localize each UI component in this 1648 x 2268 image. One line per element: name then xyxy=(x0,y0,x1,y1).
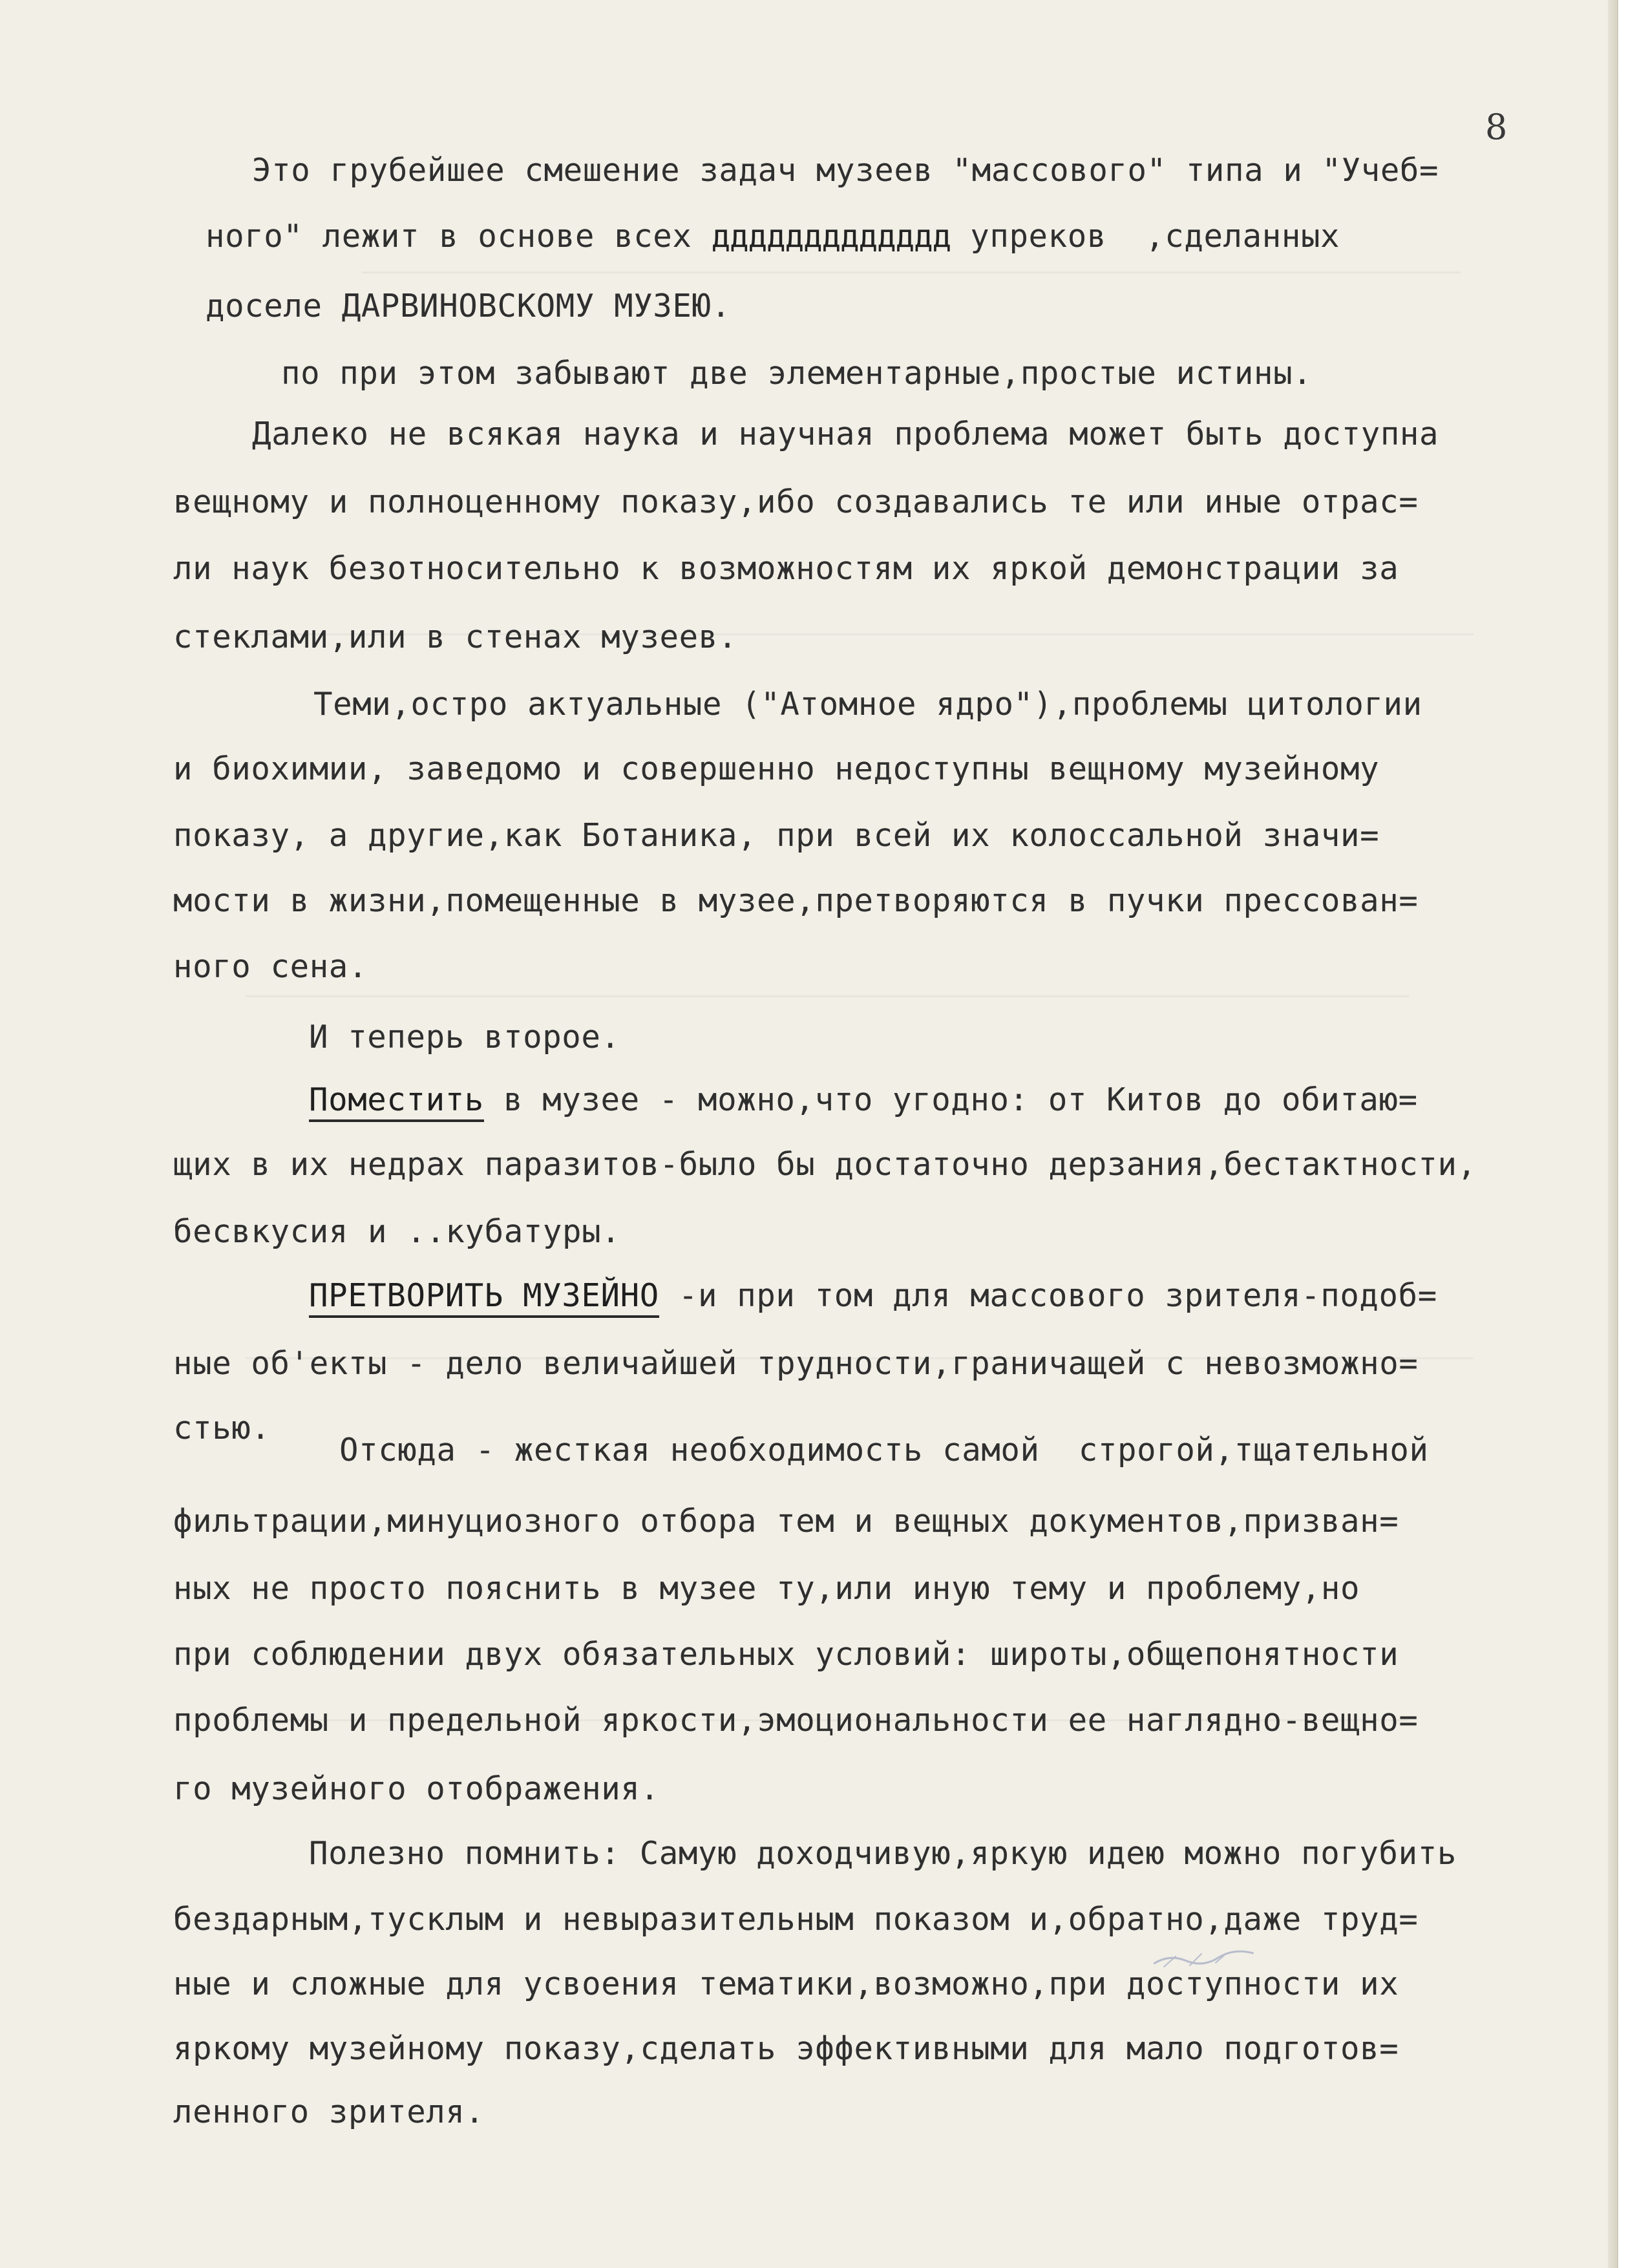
text-line: стеклами,или в стенах музеев. xyxy=(173,619,737,655)
bleed-through-line xyxy=(246,995,1409,1004)
bleed-through-line xyxy=(362,271,1461,280)
text-line: ленного зрителя. xyxy=(173,2093,485,2130)
text-line: бездарным,тусклым и невыразительным показом и,обратно,даже труд= xyxy=(173,1901,1419,1938)
text-line: стью. xyxy=(173,1410,271,1447)
text-segment: в музее - можно,что угодно: от Китов до обитаю= xyxy=(483,1081,1418,1118)
text-line: вещному и полноценному показу,ибо создавались те или иные отрас= xyxy=(173,483,1419,520)
text-line: ные об'екты - дело величайшей трудности,граничащей с невозможно= xyxy=(173,1345,1419,1382)
underlined-text: ПРЕТВОРИТЬ МУЗЕЙНО xyxy=(309,1277,659,1318)
text-line: доселе ДАРВИНОВСКОМУ МУЗЕЮ. xyxy=(206,288,731,324)
overstruck-text: ддддддддддддд xyxy=(711,218,951,255)
text-segment: -и при том для массового зрителя-подоб= xyxy=(659,1277,1437,1314)
text-line: И теперь второе. xyxy=(309,1019,620,1055)
text-line: проблемы и предельной яркости,эмоциональности ее наглядно-вещно= xyxy=(173,1702,1419,1739)
text-line: Полезно помнить: Самую доходчивую,яркую идею можно погубить xyxy=(309,1835,1457,1872)
text-line: щих в их недрах паразитов-было бы достаточно дерзания,бестактности, xyxy=(173,1146,1477,1183)
text-line: по при этом забывают две элементарные,простые истины. xyxy=(281,355,1313,392)
text-line: фильтрации,минуциозного отбора тем и вещных документов,призван= xyxy=(173,1503,1399,1540)
text-line: ных не просто пояснить в музее ту,или иную тему и проблему,но xyxy=(173,1570,1360,1607)
text-line: бесвкусия и ..кубатуры. xyxy=(173,1213,621,1250)
page-edge-shadow xyxy=(1608,0,1617,2268)
text-line: мости в жизни,помещенные в музее,претворяются в пучки прессован= xyxy=(173,882,1419,919)
text-line: и биохимии, заведомо и совершенно недоступны вещному музейному xyxy=(173,750,1380,787)
text-line: Это грубейшее смешение задач музеев "массового" типа и "Учеб= xyxy=(252,152,1439,189)
text-line: показу, а другие,как Ботаника, при всей их колоссальной значи= xyxy=(173,817,1380,854)
text-line: го музейного отображения. xyxy=(173,1770,660,1807)
text-line: Отсюда - жесткая необходимость самой строгой,тщательной xyxy=(339,1432,1429,1468)
text-line xyxy=(206,217,1340,256)
text-line: Теми,остро актуальные ("Атомное ядро"),проблемы цитологии xyxy=(313,686,1422,723)
text-line: Далеко не всякая наука и научная проблема может быть доступна xyxy=(252,416,1439,452)
underlined-text: Поместить xyxy=(309,1081,484,1122)
text-segment: упреков ,сделанных xyxy=(951,218,1340,255)
text-line: ли наук безотносительно к возможностям их яркой демонстрации за xyxy=(173,550,1399,587)
page-number: 8 xyxy=(1485,107,1508,147)
text-line: ные и сложные для усвоения тематики,возможно,при доступности их xyxy=(173,1966,1399,2002)
text-line xyxy=(309,1277,1437,1315)
text-line xyxy=(309,1081,1418,1119)
text-line: яркому музейному показу,сделать эффективными для мало подготов= xyxy=(173,2030,1399,2067)
text-segment: ного" лежит в основе всех xyxy=(206,218,712,255)
text-line: ного сена. xyxy=(173,948,368,985)
text-line: при соблюдении двух обязательных условий: широты,общепонятности xyxy=(173,1636,1399,1673)
